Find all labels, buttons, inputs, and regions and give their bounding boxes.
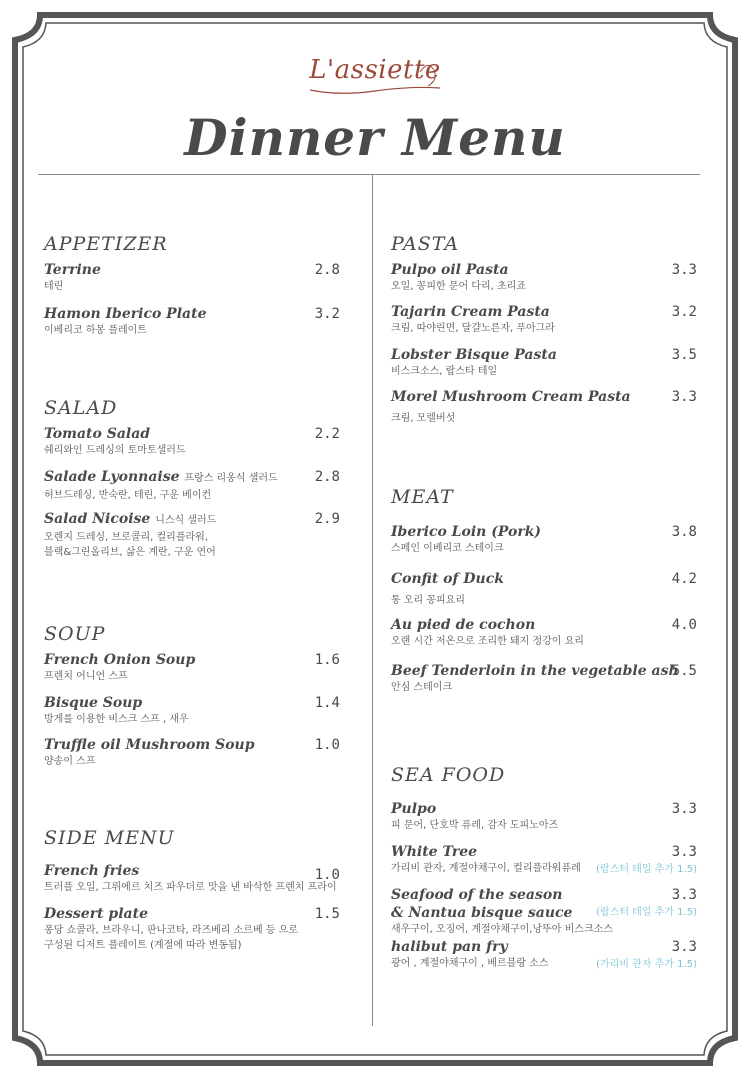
item-description: 방게를 이용한 비스크 스프 , 새우	[44, 714, 189, 725]
section-title: PASTA	[391, 233, 460, 255]
item-description: 비스크소스, 랍스타 테일	[391, 366, 498, 377]
section-pasta	[391, 233, 697, 426]
item-name: Hamon Iberico Plate	[44, 306, 207, 322]
item-description: 오랜 시간 저온으로 조리한 돼지 정강이 요리	[391, 636, 584, 647]
item-price: 1.4	[314, 695, 340, 711]
item-name-korean: 프랑스 리옹식 샐러드	[184, 473, 278, 484]
section-meat	[391, 486, 697, 695]
menu-item	[391, 388, 697, 426]
item-name: Tomato Salad	[44, 426, 151, 442]
menu-item	[44, 736, 340, 769]
item-name: Confit of Duck	[391, 571, 504, 587]
menu-item	[44, 862, 340, 905]
menu-item	[391, 261, 697, 303]
item-name	[44, 468, 340, 488]
item-add-on-note: (가리비 관자 추가 1.5)	[596, 959, 697, 970]
menu-title: Dinner Menu	[184, 108, 566, 167]
item-price: 4.0	[671, 617, 697, 633]
item-name-text: Salade Lyonnaise	[44, 469, 180, 485]
item-name: Tajarin Cream Pasta	[391, 304, 550, 320]
header-divider	[38, 174, 700, 175]
item-price: 3.3	[671, 939, 697, 955]
item-price: 1.6	[314, 652, 340, 668]
item-description: 트러플 오일, 그뤼에르 치즈 파우더로 맛을 낸 바삭한 프렌치 프라이	[44, 882, 337, 893]
item-description: 이베리코 하몽 플레이트	[44, 325, 147, 336]
menu-item	[44, 510, 340, 560]
item-description: 크림, 모렐버섯	[391, 413, 456, 424]
item-name: Terrine	[44, 262, 101, 278]
item-price: 2.8	[314, 262, 340, 278]
section-title: SOUP	[44, 623, 106, 645]
item-add-on-note: (랍스터 테일 추가 1.5)	[596, 864, 697, 875]
item-name: Beef Tenderloin in the vegetable ash	[391, 663, 679, 679]
item-name: French fries	[44, 863, 140, 879]
item-description: 오렌지 드레싱, 브로콜리, 컬리플라워,	[44, 532, 208, 543]
item-price: 3.2	[314, 306, 340, 322]
logo-swash	[300, 58, 450, 98]
item-price: 3.8	[671, 524, 697, 540]
item-description: 안심 스테이크	[391, 682, 453, 693]
item-price: 2.8	[314, 469, 340, 485]
item-price: 3.3	[671, 844, 697, 860]
item-name: halibut pan fry	[391, 939, 508, 955]
item-price: 4.2	[671, 571, 697, 587]
item-price: 3.3	[671, 262, 697, 278]
menu-item	[391, 303, 697, 346]
menu-item	[44, 305, 340, 338]
item-name: Bisque Soup	[44, 695, 143, 711]
section-salad	[44, 397, 340, 560]
section-sea-food	[391, 764, 697, 971]
item-name: Truffle oil Mushroom Soup	[44, 737, 255, 753]
section-title: SALAD	[44, 397, 118, 419]
menu-item	[391, 570, 697, 616]
menu-item	[44, 261, 340, 305]
section-appetizer	[44, 233, 340, 338]
item-price: 1.0	[314, 867, 340, 883]
menu-item	[44, 905, 340, 953]
menu-item	[391, 616, 697, 662]
item-description: 테린	[44, 281, 64, 292]
item-description: 새우구이, 오징어, 계절야채구이,낭뚜아 비스크소스	[391, 924, 613, 935]
menu-item	[391, 346, 697, 388]
item-name: Pulpo oil Pasta	[391, 262, 509, 278]
item-description: 오일, 꽁피한 문어 다리, 초리죠	[391, 281, 526, 292]
item-description: 통 오리 꽁피요리	[391, 595, 465, 606]
item-description: 크림, 따야린면, 달걀노른자, 푸아그라	[391, 323, 555, 334]
menu-item	[44, 425, 340, 468]
item-name: Iberico Loin (Pork)	[391, 524, 542, 540]
item-name	[44, 510, 340, 530]
item-description: 퐁당 쇼콜라, 브라우니, 판나코타, 라즈베리 소르베 등 으로	[44, 925, 298, 936]
section-title: MEAT	[391, 486, 454, 508]
item-name-text: Salad Nicoise	[44, 511, 151, 527]
section-side-menu	[44, 827, 340, 953]
menu-item	[44, 468, 340, 510]
item-name: Au pied de cochon	[391, 617, 536, 633]
item-description: 광어 , 계절야채구이 , 베르블랑 소스	[391, 958, 549, 969]
item-description: 양송이 스프	[44, 756, 96, 767]
menu-item	[44, 651, 340, 694]
item-price: 2.2	[314, 426, 340, 442]
item-description: 가리비 관자, 계절야채구이, 컬리플라워퓨레	[391, 863, 581, 874]
item-price: 2.9	[314, 511, 340, 527]
item-name: French Onion Soup	[44, 652, 196, 668]
item-price: 5.5	[671, 663, 697, 679]
item-price: 3.5	[671, 347, 697, 363]
item-name: Seafood of the season	[391, 887, 563, 903]
section-title: APPETIZER	[44, 233, 168, 255]
menu-item	[44, 694, 340, 736]
menu-item	[391, 662, 697, 695]
item-description: 쉐리와인 드레싱의 토마토샐러드	[44, 445, 186, 456]
item-description: 블랙&그린올리브, 삶은 계란, 구운 연어	[44, 547, 216, 558]
column-divider	[372, 174, 373, 1026]
item-name: Lobster Bisque Pasta	[391, 347, 557, 363]
item-price: 3.3	[671, 389, 697, 405]
item-price: 3.3	[671, 801, 697, 817]
item-description: 스페인 이베리코 스테이크	[391, 543, 504, 554]
section-title: SIDE MENU	[44, 827, 175, 849]
item-name: White Tree	[391, 844, 478, 860]
item-price: 3.3	[671, 887, 697, 903]
menu-item	[391, 523, 697, 570]
item-name: Pulpo	[391, 801, 437, 817]
item-description: 프렌치 어니언 스프	[44, 671, 128, 682]
item-name: Morel Mushroom Cream Pasta	[391, 389, 631, 405]
menu-item	[391, 938, 697, 971]
item-price: 1.5	[314, 906, 340, 922]
item-name-korean: 니스식 샐러드	[155, 515, 217, 526]
section-soup	[44, 623, 340, 769]
item-add-on-note: (랍스터 테일 추가 1.5)	[596, 907, 697, 918]
menu-item	[391, 800, 697, 843]
item-price: 3.2	[671, 304, 697, 320]
section-title: SEA FOOD	[391, 764, 506, 786]
menu-item	[391, 886, 697, 938]
item-description: 허브드레싱, 반숙란, 테린, 구운 베이컨	[44, 490, 212, 501]
item-name: Dessert plate	[44, 906, 148, 922]
item-description: 피 문어, 단호박 퓨레, 감자 도피노아즈	[391, 820, 559, 831]
menu-item	[391, 843, 697, 886]
item-name-line-2: & Nantua bisque sauce	[391, 905, 573, 921]
item-description: 구성된 디저트 플레이트 (계절에 따라 변동됨)	[44, 940, 242, 951]
restaurant-logo: L'assiette	[309, 55, 441, 85]
item-price: 1.0	[314, 737, 340, 753]
